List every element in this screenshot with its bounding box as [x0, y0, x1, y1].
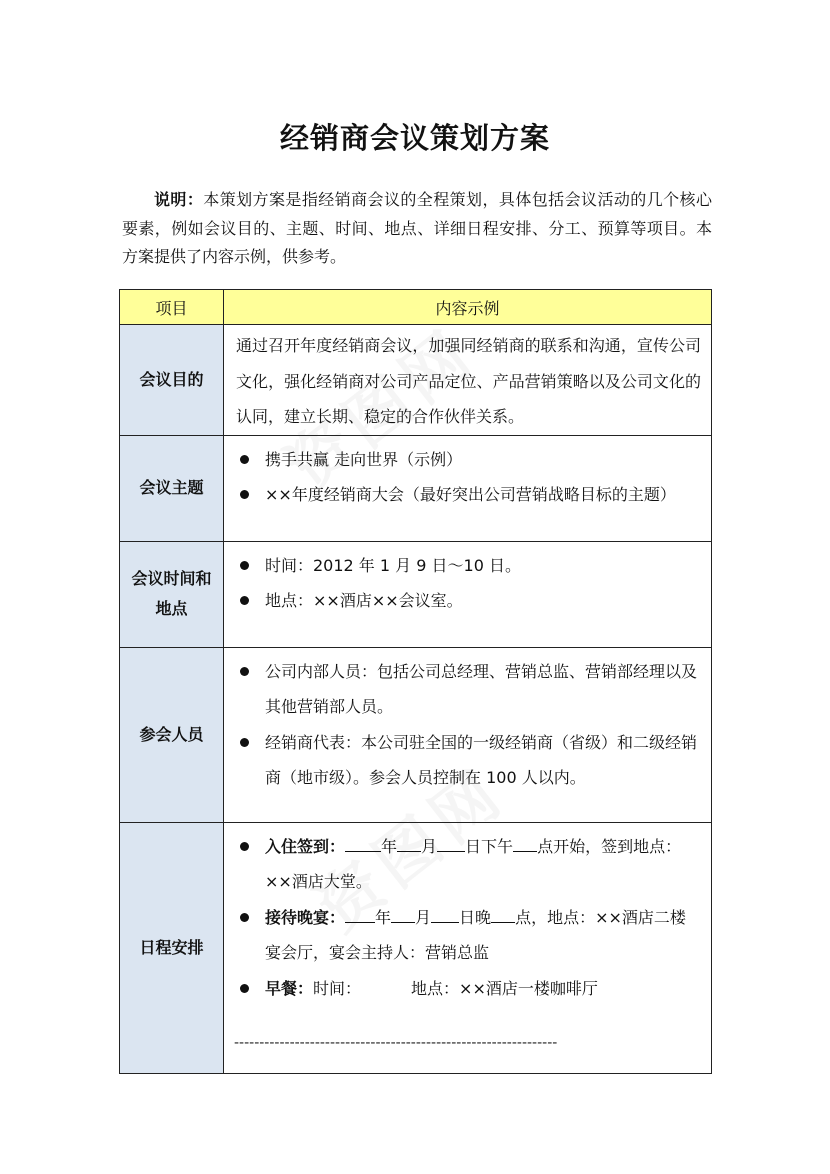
table-row	[120, 541, 712, 647]
bullet-icon	[240, 490, 249, 499]
intro-text: 本策划方案是指经销商会议的全程策划，具体包括会议活动的几个核心要素，例如会议目的、主题、时间、地点、详细日程安排、分工、预算等项目。本方案提供了内容示例，供参考。	[122, 190, 712, 266]
row-content-time-place	[224, 541, 712, 647]
document-title: 经销商会议策划方案	[279, 121, 550, 155]
table-header-row	[120, 290, 712, 325]
bullet-icon	[240, 738, 249, 747]
row-label-schedule: 日程安排	[120, 822, 224, 1073]
intro-label: 说明：	[154, 190, 204, 209]
table-row	[120, 647, 712, 822]
list-item: ××年度经销商大会（最好突出公司营销战略目标的主题）	[236, 477, 701, 513]
row-label-theme: 会议主题	[120, 435, 224, 541]
bullet-icon	[240, 455, 249, 464]
row-label-purpose: 会议目的	[120, 325, 224, 436]
list-item: 时间：2012 年 1 月 9 日～10 日。	[236, 548, 701, 584]
list-item: 地点：××酒店××会议室。	[236, 583, 701, 619]
row-label-attendees: 参会人员	[120, 647, 224, 822]
table-row	[120, 822, 712, 1073]
schedule-item-dinner: 接待晚宴： 年 月 日晚 点，地点：××酒店二楼 宴会厅，宴会主持人：营销总监	[236, 900, 701, 971]
row-content-attendees	[224, 647, 712, 822]
header-item: 项目	[120, 290, 224, 325]
header-content: 内容示例	[224, 290, 712, 325]
table-row	[120, 435, 712, 541]
dashed-separator: ----------------------------------------------------------------	[234, 1035, 558, 1051]
row-content-schedule	[224, 822, 712, 1073]
row-content-purpose	[224, 325, 712, 436]
bullet-icon	[240, 984, 249, 993]
bullet-icon	[240, 596, 249, 605]
list-item: 携手共赢 走向世界（示例）	[236, 442, 701, 478]
list-item: 公司内部人员：包括公司总经理、营销总监、营销部经理以及其他营销部人员。	[236, 654, 701, 725]
row-content-theme	[224, 435, 712, 541]
intro-paragraph	[122, 186, 712, 272]
schedule-item-checkin: 入住签到： 年 月 日下午 点开始，签到地点： ××酒店大堂。	[236, 829, 701, 900]
row-label-time-place: 会议时间和地点	[120, 541, 224, 647]
bullet-icon	[240, 667, 249, 676]
list-item: 经销商代表：本公司驻全国的一级经销商（省级）和二级经销商（地市级）。参会人员控制在 100 人以内。	[236, 725, 701, 796]
plan-table	[119, 289, 712, 1074]
bullet-icon	[240, 561, 249, 570]
schedule-item-breakfast: 早餐：时间： 地点：××酒店一楼咖啡厅	[236, 971, 701, 1007]
bullet-icon	[240, 842, 249, 851]
bullet-icon	[240, 913, 249, 922]
purpose-paragraph: 通过召开年度经销商会议，加强同经销商的联系和沟通，宣传公司文化，强化经销商对公司产品定位、产品营销策略以及公司文化的认同，建立长期、稳定的合作伙伴关系。	[236, 336, 701, 426]
table-row	[120, 325, 712, 436]
